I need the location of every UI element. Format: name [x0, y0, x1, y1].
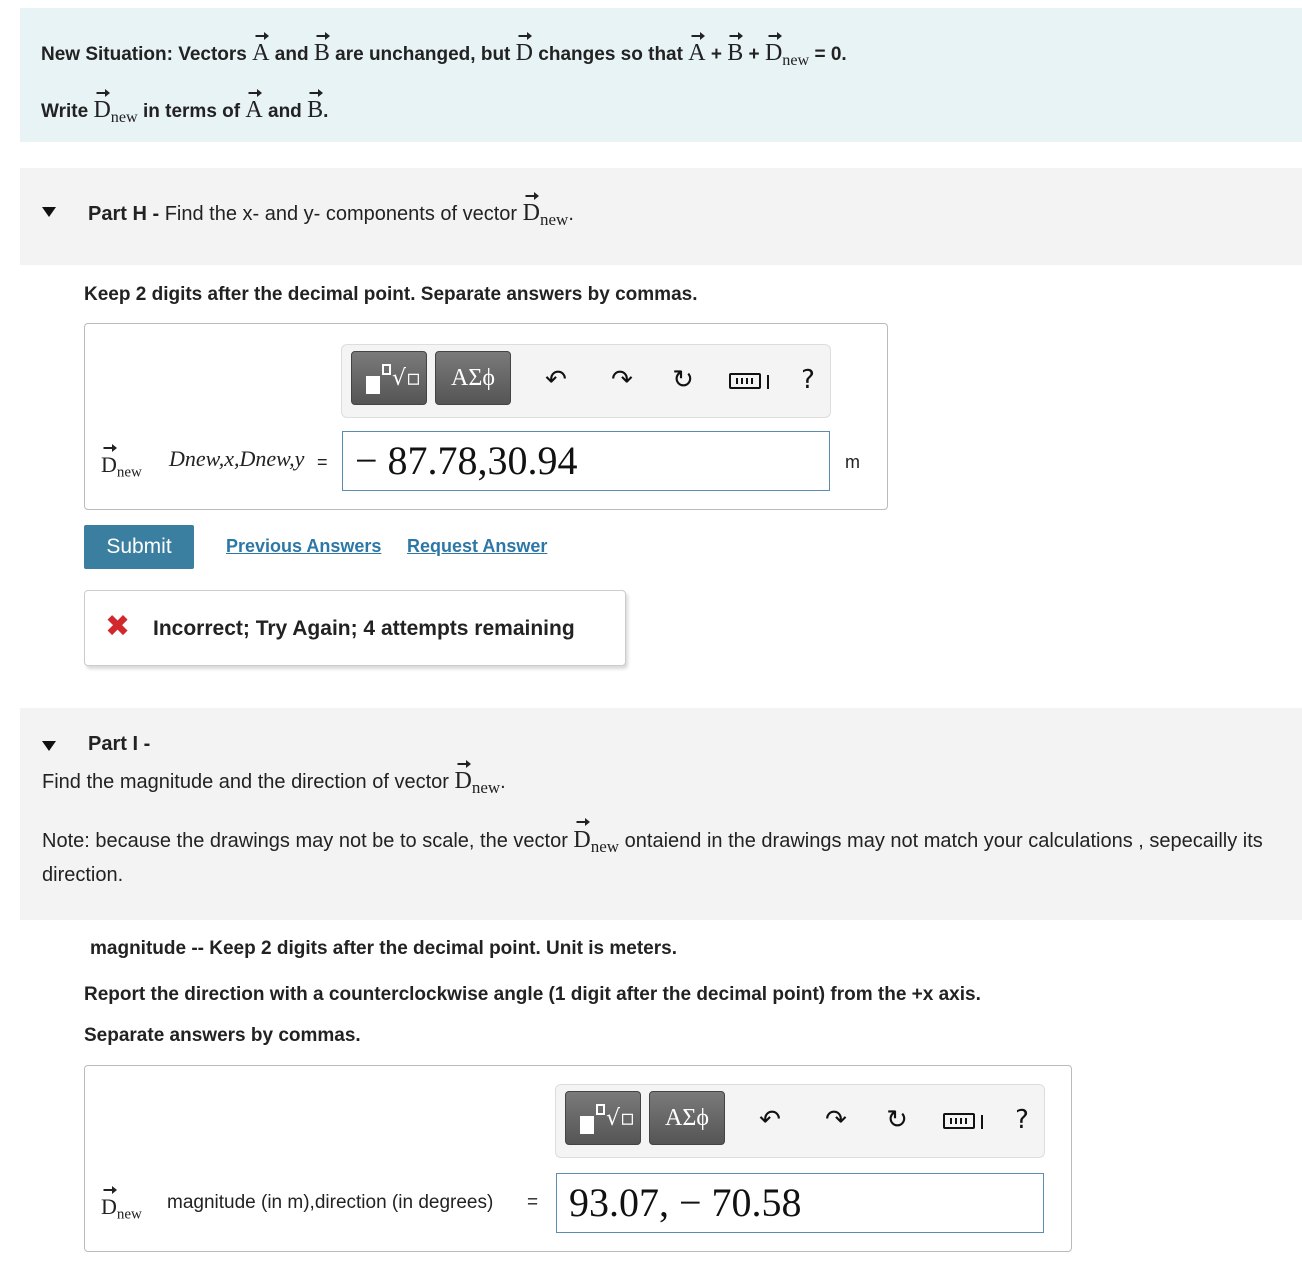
vector-d-new: D	[522, 200, 540, 226]
subscript-new: new	[590, 837, 620, 857]
text: = 0.	[814, 44, 847, 65]
vector-a: A	[245, 97, 263, 123]
subscript-new: new	[116, 464, 142, 481]
part-i-description	[42, 768, 506, 798]
part-h-header[interactable]	[20, 168, 1302, 265]
previous-answers-link[interactable]: Previous Answers	[226, 536, 382, 556]
situation-line-1	[41, 40, 847, 70]
text: and	[268, 101, 302, 122]
part-i-instruction-3: Separate answers by commas.	[84, 1025, 361, 1046]
text: are unchanged, but	[335, 44, 511, 65]
text: Write	[41, 101, 89, 122]
part-h-title	[88, 200, 574, 230]
request-answer-link[interactable]: Request Answer	[407, 536, 548, 556]
help-icon[interactable]: ?	[801, 365, 815, 395]
keyboard-icon[interactable]	[729, 365, 773, 395]
vector-b: B	[727, 40, 744, 66]
text: Find the x- and y- components of vector	[164, 203, 518, 225]
equals-sign: =	[527, 1192, 539, 1213]
vector-d-new: D	[101, 1194, 117, 1219]
answer-label-vector	[101, 452, 142, 482]
math-toolbar	[341, 344, 831, 418]
text: .	[323, 101, 329, 122]
keyboard-icon[interactable]	[943, 1105, 987, 1135]
vector-d-new: D	[101, 452, 117, 477]
vector-d-new: D	[573, 827, 591, 853]
text: New Situation: Vectors	[41, 44, 247, 65]
small-square-icon	[382, 364, 391, 375]
vector-d-new: D	[93, 97, 111, 123]
part-i-instruction-1: magnitude -- Keep 2 digits after the decimal point. Unit is meters.	[90, 938, 677, 959]
radical-icon: √▫	[606, 1106, 635, 1131]
part-i-title: Part I -	[88, 733, 151, 755]
equals-sign: =	[317, 452, 328, 472]
subscript-new: new	[782, 51, 810, 69]
feedback-box	[84, 590, 626, 666]
part-h-instruction: Keep 2 digits after the decimal point. Separate answers by commas.	[84, 284, 698, 305]
components-answer-input[interactable]: − 87.78,30.94	[342, 431, 830, 491]
greek-symbols-button[interactable]: ΑΣϕ	[435, 351, 511, 405]
text: and	[274, 44, 309, 65]
collapse-triangle-icon[interactable]	[42, 741, 56, 751]
vector-d-new: D	[764, 40, 783, 66]
reset-icon[interactable]: ↻	[672, 365, 694, 395]
radical-icon: √▫	[392, 366, 421, 391]
vector-b: B	[313, 40, 330, 66]
redo-icon[interactable]: ↷	[611, 365, 633, 395]
vector-b: B	[307, 97, 324, 123]
reset-icon[interactable]: ↻	[886, 1105, 908, 1135]
text: Find the magnitude and the direction of vector	[42, 771, 449, 793]
subscript-new: new	[540, 210, 569, 230]
vector-d: D	[515, 40, 534, 66]
subscript-new: new	[110, 108, 138, 126]
text: Note: because the drawings may not be to scale, the vector	[42, 830, 568, 852]
undo-icon[interactable]: ↶	[545, 365, 567, 395]
vector-a: A	[688, 40, 706, 66]
text: changes so that	[538, 44, 683, 65]
part-i-answer-box	[84, 1065, 1072, 1252]
situation-line-2	[41, 97, 328, 127]
incorrect-x-icon: ✖	[105, 609, 131, 644]
part-i-note	[42, 826, 1292, 889]
templates-button[interactable]	[565, 1091, 641, 1145]
plus-sign: +	[748, 44, 760, 65]
part-label: Part H -	[88, 203, 160, 225]
help-icon[interactable]: ?	[1015, 1105, 1029, 1135]
subscript-new: new	[471, 778, 501, 798]
collapse-triangle-icon[interactable]	[42, 207, 56, 217]
plus-sign: +	[710, 44, 722, 65]
components-label: Dnew,x,Dnew,y	[169, 446, 305, 471]
magnitude-direction-label: magnitude (in m),direction (in degrees)	[167, 1192, 494, 1213]
small-square-icon	[596, 1104, 605, 1115]
redo-icon[interactable]: ↷	[825, 1105, 847, 1135]
part-h-answer-box	[84, 323, 888, 510]
square-icon	[366, 376, 380, 394]
unit-label: m	[845, 452, 860, 472]
feedback-message: Incorrect; Try Again; 4 attempts remaining	[153, 617, 575, 640]
templates-button[interactable]	[351, 351, 427, 405]
vector-a: A	[252, 40, 270, 66]
answer-label-vector	[101, 1194, 142, 1224]
greek-symbols-button[interactable]: ΑΣϕ	[649, 1091, 725, 1145]
part-i-header[interactable]	[20, 708, 1302, 920]
math-toolbar	[555, 1084, 1045, 1158]
square-icon	[580, 1116, 594, 1134]
subscript-new: new	[116, 1206, 142, 1223]
text: .	[568, 203, 574, 225]
vector-d-new: D	[454, 768, 472, 794]
text: ontaiend in the drawings may not match your calculations , sepecailly its direction.	[42, 830, 1263, 887]
undo-icon[interactable]: ↶	[759, 1105, 781, 1135]
magnitude-direction-input[interactable]: 93.07, − 70.58	[556, 1173, 1044, 1233]
submit-button[interactable]: Submit	[84, 525, 194, 569]
situation-panel	[20, 8, 1302, 142]
part-i-instruction-2: Report the direction with a counterclockwise angle (1 digit after the decimal point) from the +x axis.	[84, 984, 981, 1005]
text: .	[500, 771, 506, 793]
text: in terms of	[142, 101, 241, 122]
